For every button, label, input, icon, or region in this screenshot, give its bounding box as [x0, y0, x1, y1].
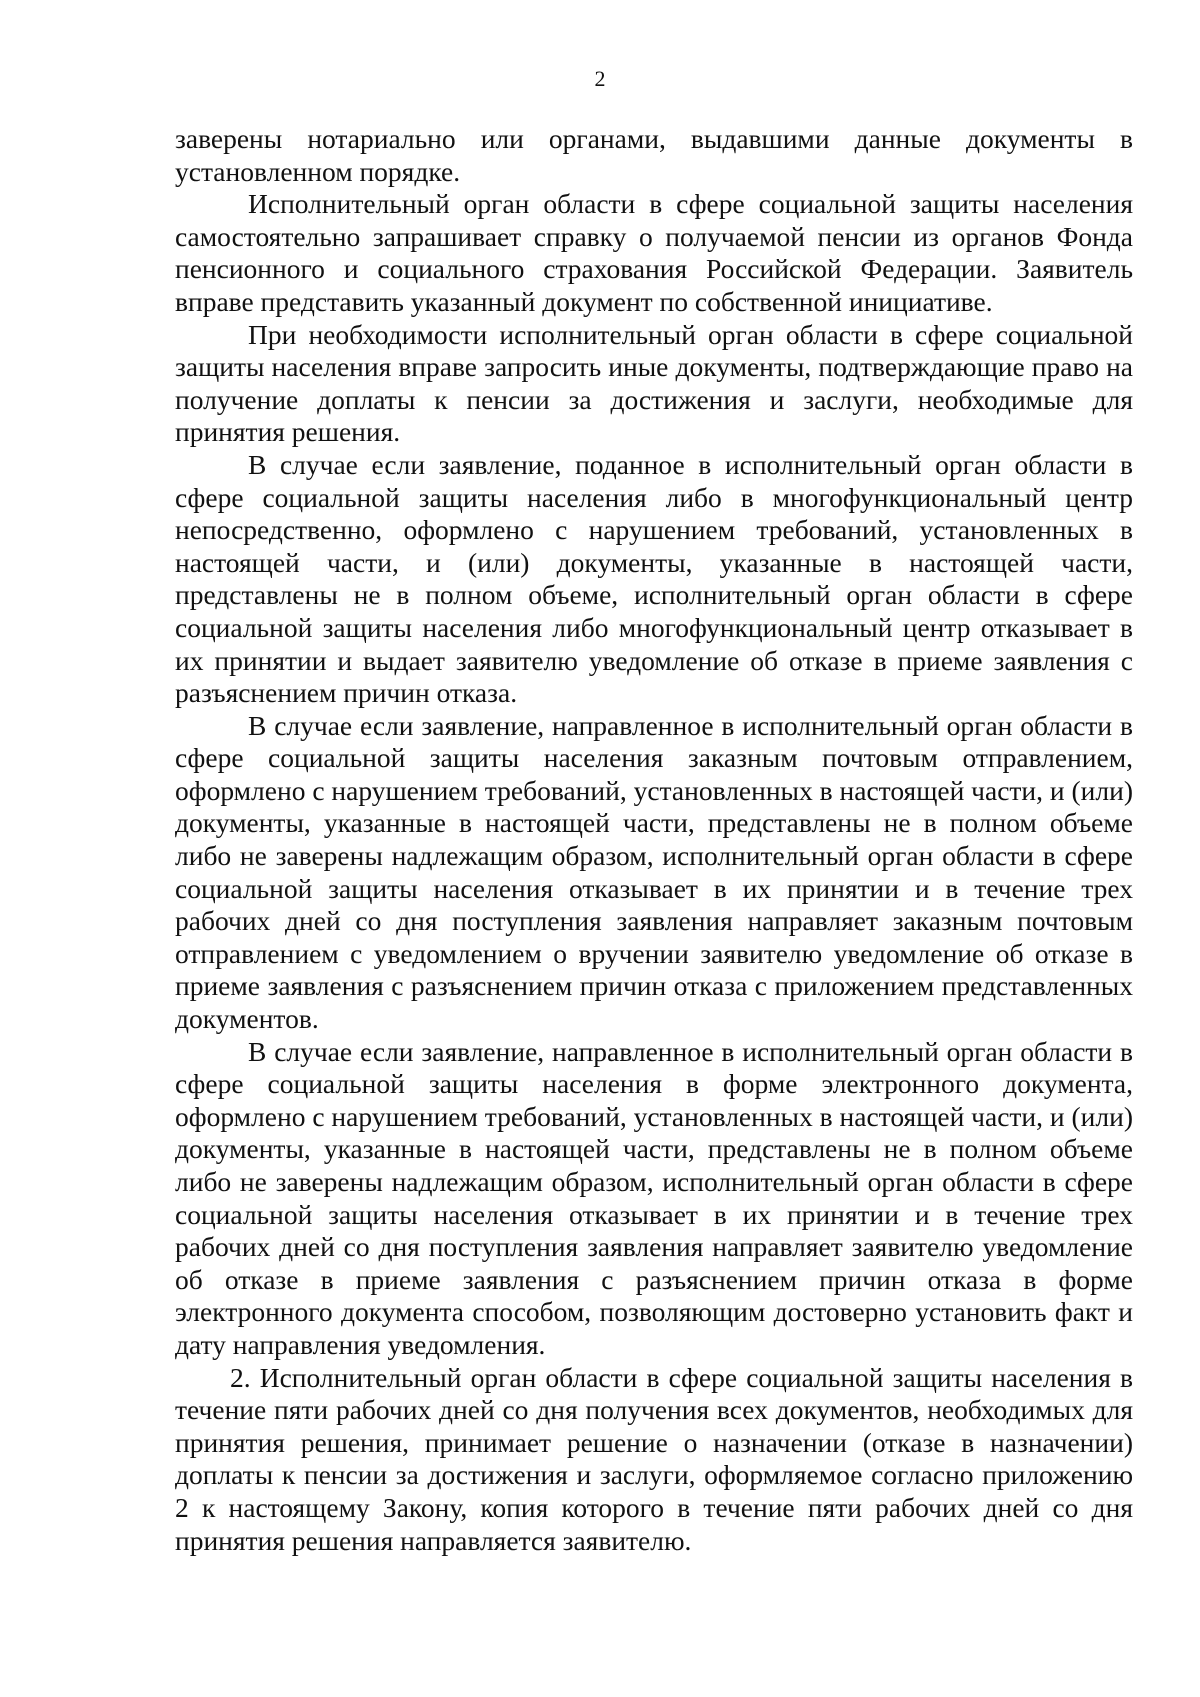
paragraph-additional-documents: При необходимости исполнительный орган области в сфере социальной защиты населения вправе запросить иные документы, подтверждающие право на получение доплаты к пенсии за достижения и заслуги, необходимые для принятия решения.: [175, 318, 1133, 448]
paragraph-refusal-direct: В случае если заявление, поданное в исполнительный орган области в сфере социальной защиты населения либо в многофункциональный центр непосредственно, оформлено с нарушением требований, установленных в настоящей части, и (или) документы, указанные в настоящей части, представлены не в полном объеме, исполнительный орган области в сфере социальной защиты населения либо многофункциональный центр отказывает в их принятии и выдает заявителю уведомление об отказе в приеме заявления с разъяснением причин отказа.: [175, 448, 1133, 709]
paragraph-pension-request: Исполнительный орган области в сфере социальной защиты населения самостоятельно запрашивает справку о получаемой пенсии из органов Фонда пенсионного и социального страхования Российской Федерации. Заявитель вправе представить указанный документ по собственной инициативе.: [175, 188, 1133, 317]
paragraph-refusal-postal: В случае если заявление, направленное в исполнительный орган области в сфере социальной защиты населения заказным почтовым отправлением, оформлено с нарушением требований, установленных в настоящей части, и (или) документы, указанные в настоящей части, представлены не в полном объеме либо не заверены надлежащим образом, исполнительный орган области в сфере социальной защиты населения отказывает в их принятии и в течение трех рабочих дней со дня поступления заявления направляет заказным почтовым отправлением с уведомлением о вручении заявителю уведомление об отказе в приеме заявления с разъяснением причин отказа с приложением представленных документов.: [175, 709, 1133, 1035]
paragraph-item-2-decision: 2. Исполнительный орган области в сфере социальной защиты населения в течение пяти рабочих дней со дня получения всех документов, необходимых для принятия решения, принимает решение о назначении (отказе в назначении) доплаты к пенсии за достижения и заслуги, оформляемое согласно приложению 2 к настоящему Закону, копия которого в течение пяти рабочих дней со дня принятия решения направляется заявителю.: [175, 1361, 1133, 1556]
page-number: 2: [594, 66, 606, 91]
document-body: [175, 123, 1133, 1557]
paragraph-refusal-electronic: В случае если заявление, направленное в исполнительный орган области в сфере социальной защиты населения в форме электронного документа, оформлено с нарушением требований, установленных в настоящей части, и (или) документы, указанные в настоящей части, представлены не в полном объеме либо не заверены надлежащим образом, исполнительный орган области в сфере социальной защиты населения отказывает в их принятии и в течение трех рабочих дней со дня поступления заявления направляет заявителю уведомление об отказе в приеме заявления с разъяснением причин отказа в форме электронного документа способом, позволяющим достоверно установить факт и дату направления уведомления.: [175, 1035, 1133, 1360]
paragraph-continuation: заверены нотариально или органами, выдавшими данные документы в установленном порядке.: [175, 123, 1133, 187]
